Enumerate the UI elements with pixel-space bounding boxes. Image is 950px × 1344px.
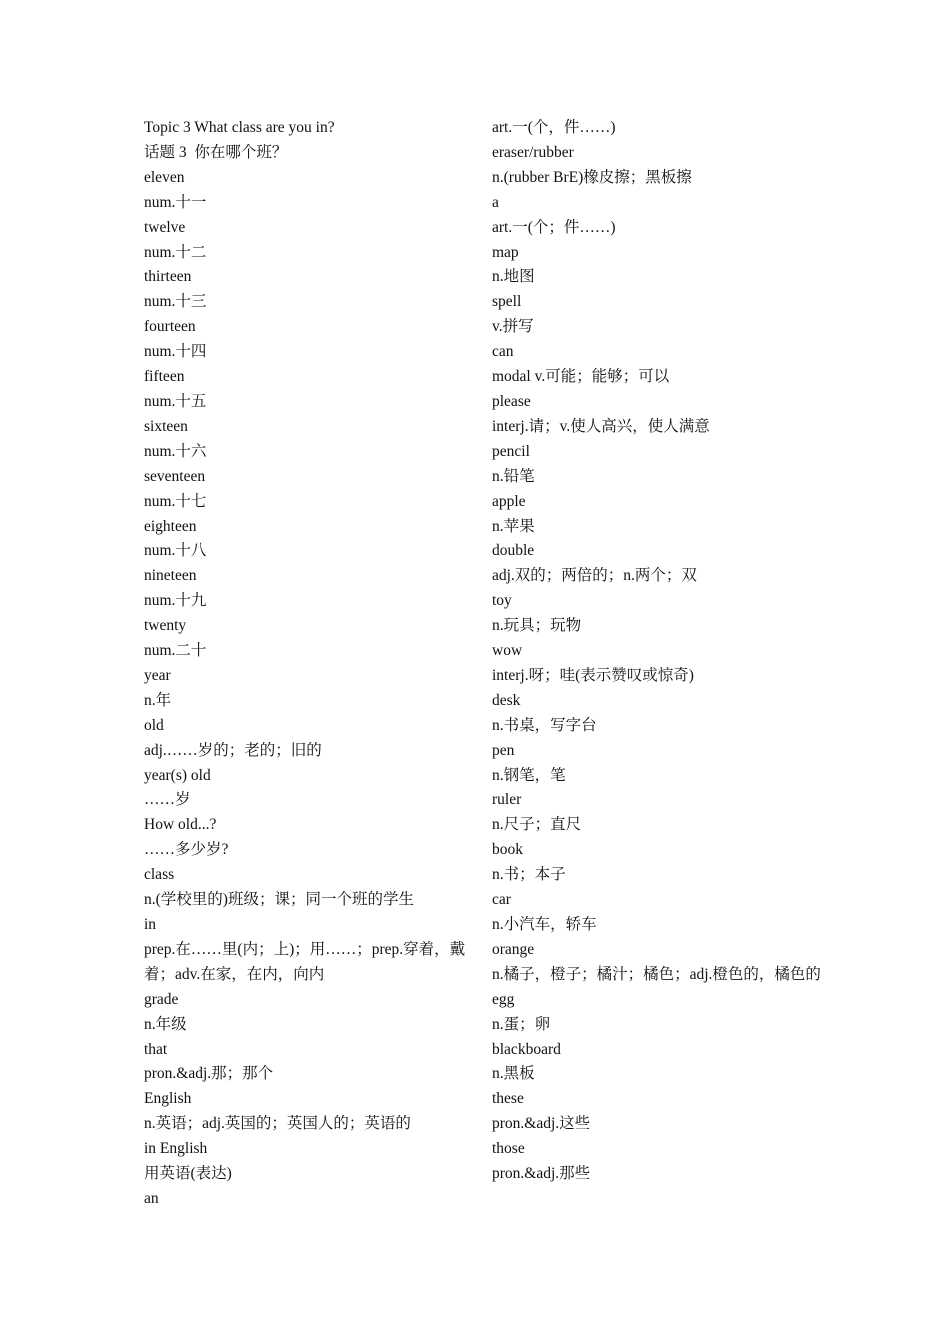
- vocab-line: v.拼写: [492, 318, 534, 336]
- vocab-line: n.黑板: [492, 1065, 535, 1083]
- left-column: [144, 116, 474, 1212]
- vocab-line: interj.呀；哇(表示赞叹或惊奇): [492, 666, 694, 684]
- vocab-line: n.小汽车，轿车: [492, 916, 597, 933]
- vocab-line: old: [144, 716, 164, 734]
- vocab-line: sixteen: [144, 417, 188, 435]
- vocab-line: eraser/rubber: [492, 143, 574, 161]
- vocab-line: n.书桌，写字台: [492, 716, 597, 734]
- vocab-line: thirteen: [144, 268, 192, 286]
- vocab-line: adj.……岁的；老的；旧的: [144, 741, 322, 759]
- vocab-line: art.一(个；件……): [492, 218, 616, 236]
- topic-title: Topic 3 What class are you in?: [144, 119, 335, 136]
- vocab-line: book: [492, 841, 523, 859]
- vocab-line: How old...?: [144, 816, 217, 834]
- vocab-line: adj.双的；两倍的；n.两个；双: [492, 567, 697, 585]
- vocab-line: pen: [492, 741, 515, 759]
- vocab-line: modal v.可能；能够；可以: [492, 368, 670, 386]
- vocab-line: pron.&adj.那；那个: [144, 1065, 274, 1083]
- vocab-line: class: [144, 866, 175, 884]
- vocab-line: wow: [492, 642, 523, 660]
- vocab-line: blackboard: [492, 1040, 561, 1058]
- vocab-line: num.十四: [144, 343, 207, 361]
- vocab-line: n.尺子；直尺: [492, 816, 582, 834]
- vocab-line: num.十三: [144, 293, 207, 311]
- vocab-line: n.年: [144, 691, 172, 709]
- vocab-line: num.十一: [144, 193, 207, 211]
- vocab-line: pencil: [492, 442, 530, 460]
- vocab-line: map: [492, 243, 519, 261]
- vocab-line: fifteen: [144, 368, 185, 386]
- vocab-line: ……岁: [144, 791, 191, 809]
- vocab-line: num.二十: [144, 642, 207, 660]
- vocab-line: can: [492, 343, 514, 361]
- vocab-line: grade: [144, 990, 179, 1008]
- vocab-line: spell: [492, 293, 522, 311]
- vocab-line: orange: [492, 940, 535, 958]
- vocab-line: num.十五: [144, 392, 207, 410]
- vocab-line: pron.&adj.这些: [492, 1115, 591, 1133]
- vocab-line: in English: [144, 1140, 208, 1158]
- vocab-line: double: [492, 542, 535, 560]
- vocab-line: car: [492, 891, 511, 909]
- vocab-line: n.蛋；卵: [492, 1015, 551, 1033]
- vocab-line: 话题 3 你在哪个班？: [144, 143, 288, 161]
- vocab-line: n.橘子，橙子；橘汁；橘色；adj.橙色的，橘色的: [492, 965, 821, 983]
- vocab-line: toy: [492, 592, 512, 610]
- vocab-line: twenty: [144, 617, 187, 635]
- vocab-line: n.铅笔: [492, 467, 535, 485]
- vocab-line: an: [144, 1189, 159, 1207]
- vocab-line: num.十八: [144, 542, 207, 560]
- vocab-line: that: [144, 1040, 168, 1058]
- vocab-line: art.一(个，件……): [492, 119, 616, 136]
- vocab-line: fourteen: [144, 318, 196, 336]
- vocab-line: prep.在……里(内；上)；用……；prep.穿着，戴着；adv.在家，在内，向内: [144, 940, 466, 983]
- vocab-line: ……多少岁?: [144, 841, 229, 859]
- vocab-line: eleven: [144, 168, 185, 186]
- vocab-line: 用英语(表达): [144, 1165, 232, 1183]
- vocab-line: n.钢笔，笔: [492, 766, 566, 784]
- vocab-line: interj.请；v.使人高兴，使人满意: [492, 417, 710, 435]
- vocab-line: desk: [492, 691, 521, 709]
- vocab-line: n.地图: [492, 268, 535, 286]
- vocab-line: n.(rubber BrE)橡皮擦；黑板擦: [492, 168, 692, 186]
- vocab-line: those: [492, 1140, 525, 1158]
- vocab-line: year: [144, 666, 171, 684]
- vocab-line: egg: [492, 990, 515, 1008]
- vocab-line: year(s) old: [144, 766, 211, 784]
- vocab-line: ruler: [492, 791, 522, 809]
- vocab-line: num.十二: [144, 243, 207, 261]
- vocab-line: pron.&adj.那些: [492, 1165, 591, 1183]
- right-column: [492, 116, 822, 1187]
- vocab-line: n.苹果: [492, 517, 535, 535]
- vocab-line: eighteen: [144, 517, 197, 535]
- vocab-line: nineteen: [144, 567, 197, 585]
- vocab-line: n.(学校里的)班级；课；同一个班的学生: [144, 891, 414, 909]
- vocab-line: twelve: [144, 218, 186, 236]
- vocab-line: a: [492, 193, 499, 211]
- vocab-line: num.十六: [144, 442, 207, 460]
- vocab-line: these: [492, 1090, 524, 1108]
- vocab-line: n.英语；adj.英国的；英国人的；英语的: [144, 1115, 411, 1133]
- vocab-line: n.年级: [144, 1015, 187, 1033]
- vocab-line: num.十七: [144, 492, 207, 510]
- vocab-line: please: [492, 392, 531, 410]
- vocab-line: English: [144, 1090, 192, 1108]
- vocab-line: num.十九: [144, 592, 207, 610]
- vocab-line: n.书；本子: [492, 866, 566, 884]
- vocab-line: apple: [492, 492, 526, 510]
- vocab-line: in: [144, 916, 157, 933]
- vocab-line: seventeen: [144, 467, 206, 485]
- vocab-line: n.玩具；玩物: [492, 617, 582, 635]
